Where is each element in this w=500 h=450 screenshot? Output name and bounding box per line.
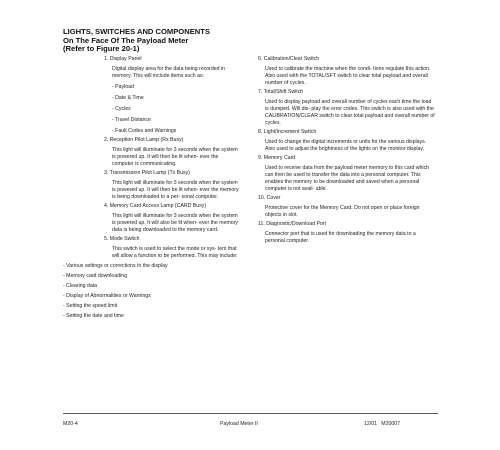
subitem: - Payload (112, 84, 134, 90)
bullet-item: - Setting the speed limit (63, 303, 118, 309)
footer-divider (63, 413, 438, 414)
footer-date-code: 12/01 M20007 (364, 421, 401, 427)
subitem: - Date & Time (112, 95, 144, 101)
list-item-diagnostic-port (252, 221, 437, 245)
item-body: Digital display area for the data being recorded in memory. This will include items such as: (112, 66, 226, 79)
list-item-card-busy (63, 203, 243, 234)
bullet-item: - Various settings or corrections to the display (63, 263, 168, 269)
footer-page-number: M20-4 (63, 421, 78, 427)
item-title: 5. Mode Switch (104, 236, 140, 242)
item-title: 11. Diagnostic/Download Port (258, 221, 326, 227)
subitem: - Fault Codes and Warnings (112, 128, 177, 134)
item-body: Used to display payload and overall number of cycles each time the load is dumped. Will dis- play the error codes. This switch is also used with the CALIBRATION/CLEAR switch to clear total payload and overall number of cycles. (265, 99, 435, 126)
bullet-item: - Setting the date and time (63, 313, 124, 319)
bullet-item: - Memory card downloading (63, 273, 128, 279)
item-body: This light will illuminate for 3 seconds when the system is powered up. It will also be lit when- ever the memory data is being downloaded to the memory card. (112, 213, 238, 233)
heading-line-3: (Refer to Figure 20-1) (63, 44, 140, 54)
list-item-memory-card (252, 155, 437, 193)
subitem: - Travel Distance (112, 117, 151, 123)
heading-line-1: LIGHTS, SWITCHES AND COMPONENTS (63, 27, 210, 36)
item-body: Used to receive data from the payload meter memory to this card which can then be used to transfer the data into a personal computer. This enables the memory to be downloaded and saved when a personal computer is not avail- able. (265, 165, 430, 192)
item-title: 3. Transmission Pilot Lamp (Tx Busy) (104, 170, 190, 176)
item-body: Connector port that is used for downloading the memory data to a personal computer. (265, 231, 416, 244)
item-title: 2. Reception Pilot Lamp (Rx Busy) (104, 137, 184, 143)
list-item-light-increment (252, 129, 437, 153)
item-body: Used to change the digital increments or units for the various displays. Also used to adjust the brightness of the lights on the monitor display. (265, 139, 427, 152)
item-title: 6. Calibration/Clear Switch (258, 56, 320, 62)
list-item-cover (252, 195, 437, 219)
list-item-rx-busy (63, 137, 243, 168)
list-item-mode-switch (63, 236, 243, 260)
list-item-total-shift (252, 89, 437, 127)
heading-line-2: On The Face Of The Payload Meter (63, 35, 189, 45)
list-item-display-panel (63, 56, 243, 135)
item-title: 7. Total/Shift Switch (258, 89, 304, 95)
item-body: This light will illuminate for 3 seconds when the system is powered up. It will then be lit when- ever the computer is communicating. (112, 147, 238, 167)
item-title: 10. Cover (258, 195, 281, 201)
subitem: - Cycles (112, 106, 131, 112)
item-body: This switch is used to select the mode or sys- tem that will allow a function to be performed. This may include: (112, 246, 238, 259)
item-body: Protective cover for the Memory Card. Do not open or place foreign objects in slot. (265, 205, 420, 218)
mode-bullets (63, 263, 243, 320)
list-item-tx-busy (63, 170, 243, 201)
item-title: 1. Display Panel (104, 56, 142, 62)
item-body: This light will illuminate for 3 seconds when the system is powered up. It will then be lit when- ever the memory is being downloaded to a per- sonal computer. (112, 180, 239, 200)
section-heading (63, 28, 253, 54)
item-body: Used to calibrate the machine when the condi- tions regulate this action. Also used with the TOTAL/SFT switch to clear total payload and overall number of cycles. (265, 66, 431, 86)
item-title: 8. Light/Increment Switch (258, 129, 317, 135)
bullet-item: - Clearing data (63, 283, 98, 289)
bullet-item: - Display of Abnormalities or Warnings (63, 293, 151, 299)
list-item-calibration-clear (252, 56, 437, 87)
item-title: 4. Memory Card Access Lamp (CARD Busy) (104, 203, 207, 209)
item-title: 9. Memory Card (258, 155, 296, 161)
left-column (63, 56, 243, 320)
right-column (252, 56, 437, 247)
footer-document-title: Payload Meter II (220, 421, 258, 427)
